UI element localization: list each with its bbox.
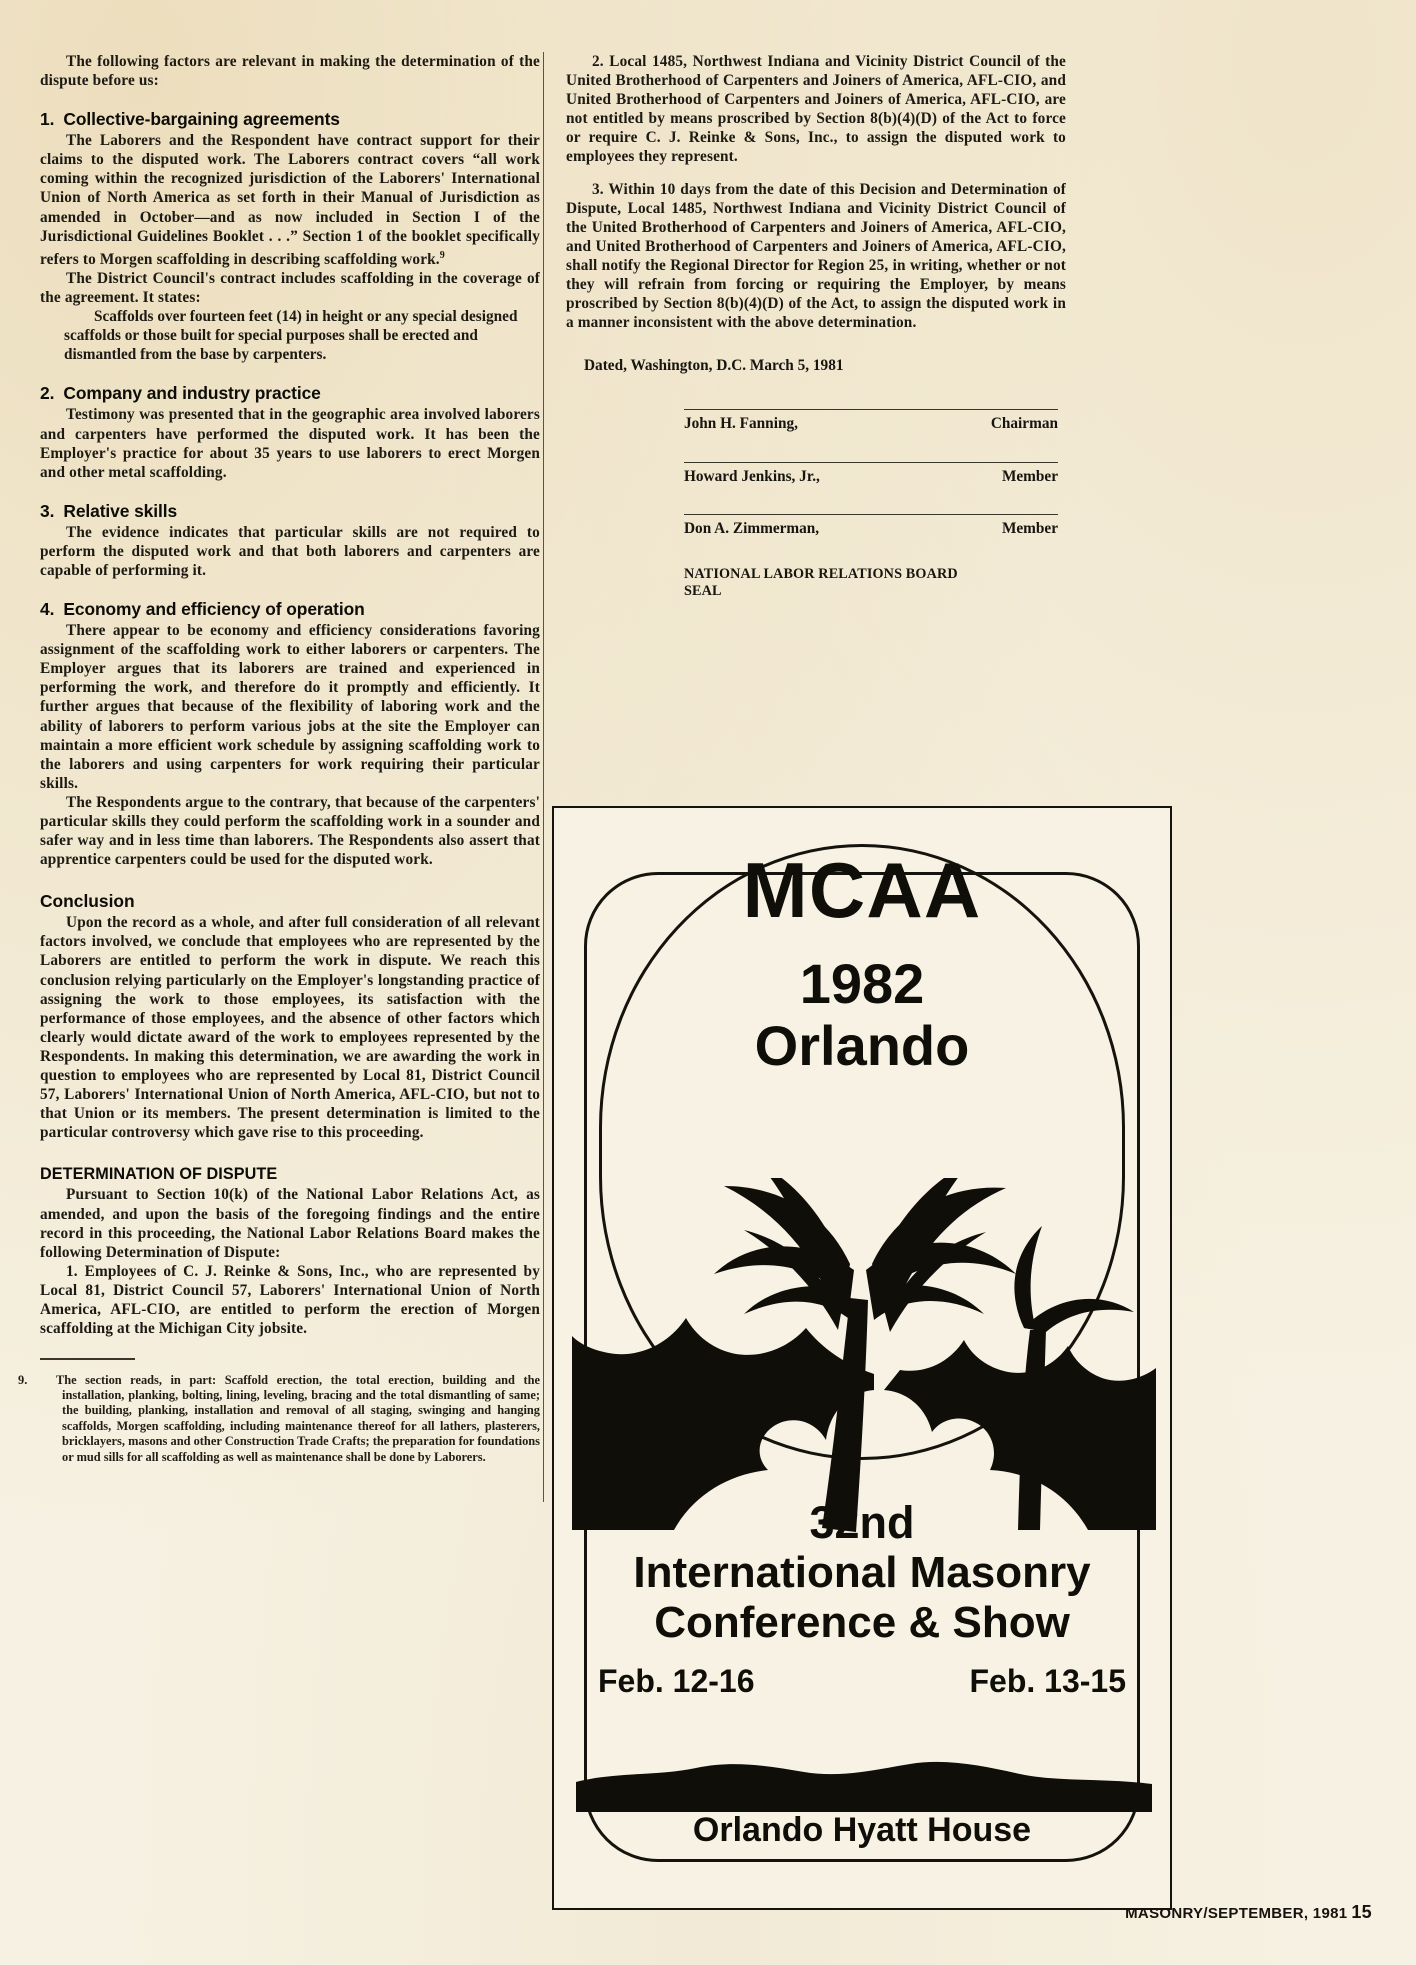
event-year: 1982 — [799, 952, 925, 1015]
section-1-number: 1. — [40, 109, 55, 130]
mcaa-logo-text: MCAA — [742, 846, 982, 934]
section-1-paragraph-1-text: The Laborers and the Respondent have contract support for their claims to the disputed work. The Laborers contract covers “all work coming within the recognized jurisdiction of the Laborers' International Union of North America as set forth in their Manual of Jurisdiction as amended in October—and as now included in Section I of the Jurisdictional Guidelines Booklet . . .” Section 1 of the booklet specifically refers to Morgen scaffolding in describing scaffolding work. — [40, 132, 540, 268]
event-date-right: Feb. 13-15 — [969, 1663, 1126, 1699]
section-2-number: 2. — [40, 383, 55, 404]
section-2-paragraph-1: Testimony was presented that in the geographic area involved laborers and carpenters have performed the disputed work. It has been the Employer's practice for about 35 years to use laborers to erect Morgen and other metal scaffolding. — [40, 406, 540, 481]
heading-section-4 — [40, 599, 540, 620]
seal-line-2: SEAL — [684, 583, 722, 600]
footnote-separator-rule — [40, 1358, 135, 1360]
determination-paragraph-1: Pursuant to Section 10(k) of the National Labor Relations Act, as amended, and upon the basis of the foregoing findings and the entire record in this proceeding, the National Labor Relations Board makes the following Determination of Dispute: — [40, 1186, 540, 1261]
conference-title-line-1: International Masonry — [633, 1548, 1091, 1597]
signature-row — [684, 514, 1058, 538]
dated-line: Dated, Washington, D.C. March 5, 1981 — [584, 357, 844, 375]
event-dates — [598, 1663, 1126, 1700]
event-edition: 32nd — [809, 1497, 915, 1548]
intro-paragraph: The following factors are relevant in making the determination of the dispute before us: — [40, 53, 540, 90]
conference-title-line-2: Conference & Show — [654, 1598, 1070, 1647]
paragraph-spacer — [566, 167, 1066, 180]
signature-row — [684, 462, 1058, 486]
event-date-left: Feb. 12-16 — [598, 1663, 755, 1699]
page-footer — [1125, 1902, 1372, 1923]
heading-section-3 — [40, 501, 540, 522]
signatory-name: John H. Fanning, — [684, 415, 798, 433]
heading-determination-of-dispute: DETERMINATION OF DISPUTE — [40, 1165, 278, 1184]
section-3-paragraph-1: The evidence indicates that particular skills are not required to perform the disputed work and that both laborers and carpenters are capable of performing it. — [40, 523, 540, 579]
left-column — [18, 52, 540, 1477]
footnote-9-number: 9. — [18, 1372, 28, 1387]
section-1-paragraph-2: The District Council's contract includes scaffolding in the coverage of the agreement. It states: — [40, 269, 540, 307]
section-1-blockquote: Scaffolds over fourteen feet (14) in height or any special designed scaffolds or those built for special purposes shall be erected and dismantled from the base by carpenters. — [64, 308, 518, 364]
nlrb-seal-text — [684, 566, 1066, 601]
signatory-title: Member — [1001, 519, 1058, 537]
ground-silhouette — [554, 1742, 1170, 1812]
column-divider-rule — [543, 52, 544, 1502]
footnote-reference-9: 9 — [439, 249, 445, 261]
section-4-paragraph-2: The Respondents argue to the contrary, that because of the carpenters' particular skills they could perform the scaffolding work in a sounder and safer way and in less time than laborers. The Respondents also assert that apprentice carpenters could be used for the disputed work. — [40, 793, 540, 869]
section-3-title: Relative skills — [63, 500, 178, 521]
heading-section-1 — [40, 109, 540, 130]
determination-item-1: 1. Employees of C. J. Reinke & Sons, Inc., who are represented by Local 81, District Council 57, Laborers' International Union of North America, AFL-CIO, are entitled to perform the erection of Morgen scaffolding at the Michigan City jobsite. — [40, 1262, 540, 1338]
signatory-name: Howard Jenkins, Jr., — [684, 467, 820, 485]
signature-block — [684, 409, 1058, 537]
determination-item-2: 2. Local 1485, Northwest Indiana and Vicinity District Council of the United Brotherhood of Carpenters and Joiners of America, AFL-CIO, and United Brotherhood of Carpenters and Joiners of America, AFL-CIO, are not entitled by means proscribed by Section 8(b)(4)(D) of the Act to force or require C. J. Reinke & Sons, Inc., to assign the disputed work to employees they represent. — [566, 53, 1066, 166]
signatory-title: Chairman — [990, 415, 1058, 433]
signatory-name: Don A. Zimmerman, — [684, 519, 820, 537]
heading-section-2 — [40, 383, 540, 404]
event-city: Orlando — [754, 1014, 970, 1077]
section-1-paragraph-1 — [40, 131, 540, 269]
shoreline-icon — [554, 1742, 1172, 1812]
section-1-title: Collective-bargaining agreements — [63, 109, 340, 130]
section-4-paragraph-1: There appear to be economy and efficiency considerations favoring assignment of the scaffolding work to either laborers or carpenters. The Employer argues that its laborers are trained and experienced in performing the work, and therefore do it promptly and efficiently. It further argues that because of the flexibility of laboring work and the ability of laborers to perform various jobs at the site the Employer can maintain a more efficient work schedule by assigning scaffolding work to the laborers and using carpenters for work requiring their particular skills. — [40, 622, 540, 792]
determination-item-3: 3. Within 10 days from the date of this Decision and Determination of Dispute, Local 1485, Northwest Indiana and Vicinity District Council of the United Brotherhood of Carpenters and Joiners of America, AFL-CIO, and United Brotherhood of Carpenters and Joiners of America, AFL-CIO, shall notify the Regional Director for Region 25, in writing, whether or not they will refrain from forcing or requiring the Employer, by means proscribed by Section 8(b)(4)(D) of the Act, to assign the disputed work in a manner inconsistent with the above determination. — [566, 180, 1066, 332]
event-venue: Orlando Hyatt House — [692, 1811, 1032, 1849]
section-2-title: Company and industry practice — [63, 383, 321, 404]
footnote-9 — [18, 1372, 540, 1465]
seal-line-1: NATIONAL LABOR RELATIONS BOARD — [684, 565, 958, 582]
section-4-title: Economy and efficiency of operation — [63, 599, 365, 620]
signatory-title: Member — [1001, 467, 1058, 485]
footer-page-number: 15 — [1351, 1902, 1372, 1922]
advertisement-lower-text — [554, 1498, 1170, 1648]
section-4-number: 4. — [40, 599, 55, 620]
section-3-number: 3. — [40, 500, 55, 521]
right-column — [566, 52, 1066, 601]
conclusion-paragraph-1: Upon the record as a whole, and after full consideration of all relevant factors involved, we conclude that employees who are represented by the Laborers are entitled to perform the work in dispute. We reach this conclusion relying particularly on the Employer's longstanding practice of assigning the work to those employees, its satisfaction with the performance of those employees, and the absence of other factors which clearly would dictate award of the work to employees represented by the Respondents. In making this determination, we are awarding the work in question to employees who are represented by Local 81, District Council 57, Laborers' International Union of North America, AFL-CIO, but not to that Union or its members. The present determination is limited to the particular controversy which gave rise to this proceeding. — [40, 914, 540, 1142]
heading-conclusion: Conclusion — [40, 891, 135, 912]
signature-row — [684, 409, 1058, 433]
mcaa-advertisement — [552, 806, 1172, 1910]
footnote-9-text: The section reads, in part: Scaffold erection, the total erection, building and the installation, planking, bolting, lining, leveling, bracing and the total dismantling of same; the building, planking, installation and removal of all staging, swinging and hanging scaffolds, Morgen scaffolding, including maintenance thereof for all lathers, plasterers, bricklayers, masons and other Construction Trade Crafts; the preparation for foundations or mud sills for all scaffolding as well as maintenance shall be done by Laborers. — [56, 1372, 540, 1464]
footer-publication: MASONRY/SEPTEMBER, 1981 — [1125, 1905, 1348, 1922]
